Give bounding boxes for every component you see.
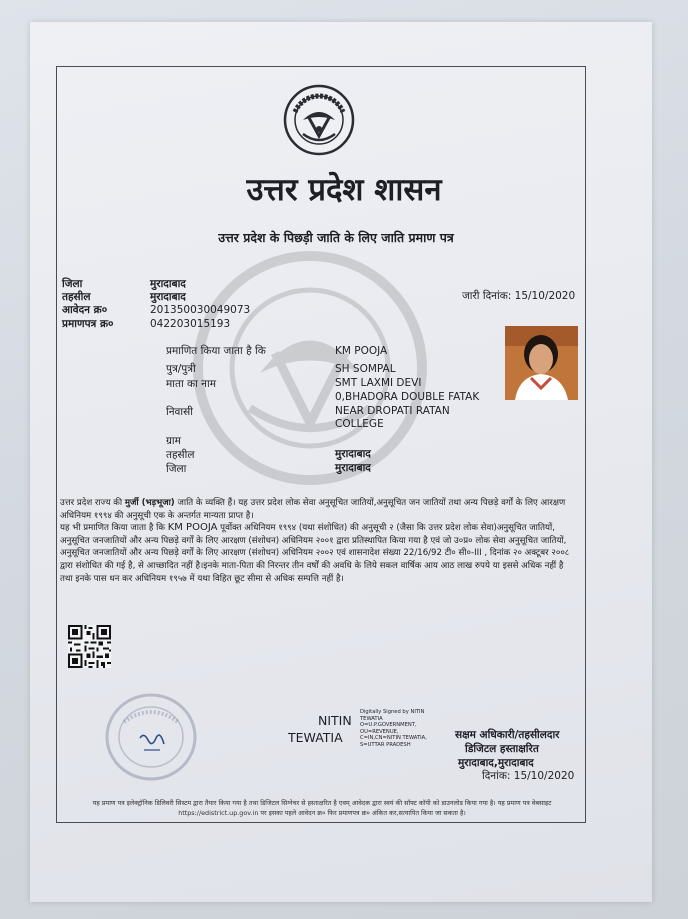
tehsil-label: तहसील [166,449,195,461]
office-seal-stamp-icon [104,692,198,782]
district-label: जिला [166,463,187,475]
issue-date: जारी दिनांक: 15/10/2020 [462,290,576,302]
caste-name: मुर्जी (भड़भूजा) [124,498,175,508]
resident-label: निवासी [166,406,193,418]
authority-date: दिनांक: 15/10/2020 [482,770,575,782]
qr-code-icon[interactable] [68,625,111,668]
district-label: जिला [62,278,83,290]
son-daughter-label: पुत्र/पुत्री [166,363,196,375]
village-label: ग्राम [166,435,181,447]
certificate-body [60,497,576,585]
address-line: NEAR DROPATI RATAN [335,405,450,417]
district-value: मुरादाबाद [150,278,186,290]
verification-note: यह प्रमाण पत्र इलेक्ट्रॉनिक डिलिवरी सिस्टम द्वारा तैयार किया गया है तथा डिजिटल सिग्नेचर से हस्ताक्षरित है एवम् आवेदक द्वारा स्वयं की सॉफ्ट कॉपी को डाउनलोड किया गया है। यह प्रमाण पत्र वेबसाइट https://edistrict.up.gov.in पर इसका पहले आवेदन क्र० फिर प्रमाणपत्र क्र० अंकित कर,सत्यापित किया जा सकता है। [92,799,552,817]
paragraph-2: यह भी प्रमाणित किया जाता है कि KM POOJA पूर्वोक्त अधिनियम १९९४ (यथा संशोधित) की अनुसूची २ (जैसा कि उत्तर प्रदेश लोक सेवा)अनुसूचित जातियों, अनुसूचित जनजातियों और अन्य पिछड़े वर्गों के लिए आरक्षण (संशोधन) अधिनियम २००१ द्वारा प्रतिस्थापित किया गया है एवं जो उ०प्र० लोक सेवा अनुसूचित जातियों, अनुसूचित जनजातियों और अन्य पिछड़े वर्गों के लिए आरक्षण (संशोधन) अधिनियम २००२ एवं शासनादेश संख्या 22/16/92 टी० सी०-III , दिनांक २० अक्टूबर २००८ द्वारा संशोधित की गई है, से आच्छादित नहीं है।इनके माता-पिता की निरन्तर तीन वर्षों की अवधि के लिये सकल वार्षिक आय आठ लाख रुपये या इससे अधिक नहीं है तथा इनके पास धन कर अधिनियम १९५७ में यथा विहित छूट सीमा से अधिक सम्पत्ति नहीं है। [60,522,570,584]
authority-location: मुरादाबाद,मुरादाबाद [458,757,534,769]
page-title: उत्तर प्रदेश शासन [246,172,442,208]
father-name: SH SOMPAL [335,363,396,375]
certified-label: प्रमाणित किया जाता है कि [166,345,266,357]
paragraph-1: उत्तर प्रदेश राज्य की मुर्जी (भड़भूजा) जाति के व्यक्ति हैं। यह उत्तर प्रदेश लोक सेवा अनुसूचित जातियों,अनुसूचित जन जातियों तथा अन्य पिछड़े वर्गों के लिए आरक्षण अधिनियम १९९४ की अनुसूची एक के अन्तर्गत मान्यता प्राप्त है। [60,498,566,521]
address-line: 0,BHADORA DOUBLE FATAK [335,391,480,403]
certificate-no-value: 042203015193 [150,318,231,330]
signer-name-line2: TEWATIA [288,730,343,745]
tehsil-value: मुरादाबाद [335,448,371,460]
tehsil-value: मुरादाबाद [150,291,186,303]
applicant-name: KM POOJA [335,345,388,357]
application-no-value: 201350030049073 [150,304,251,316]
authority-title: सक्षम अधिकारी/तहसीलदार [455,729,560,741]
signer-name-line1: NITIN [318,713,352,728]
tehsil-label: तहसील [62,291,91,303]
district-value: मुरादाबाद [335,462,371,474]
certificate-subtitle: उत्तर प्रदेश के पिछड़ी जाति के लिए जाति प्रमाण पत्र [218,230,454,245]
digitally-signed-label: डिजिटल हस्ताक्षरित [465,743,539,755]
certificate-no-label: प्रमाणपत्र क्र० [62,318,114,330]
applicant-photo [505,326,578,400]
mother-label: माता का नाम [166,378,216,390]
application-no-label: आवेदन क्र० [62,304,108,316]
up-emblem-icon [283,84,355,156]
applicant-name-inline: KM POOJA [167,522,218,534]
address-line: COLLEGE [335,418,384,430]
digital-signature-details: Digitally Signed by NITIN TEWATIA O=U.P.GOVERNMENT, OU=REVENUE, C=IN,CN=NITIN TEWATIA, S=UTTAR PRADESH [360,709,427,748]
mother-name: SMT LAXMI DEVI [335,377,422,389]
